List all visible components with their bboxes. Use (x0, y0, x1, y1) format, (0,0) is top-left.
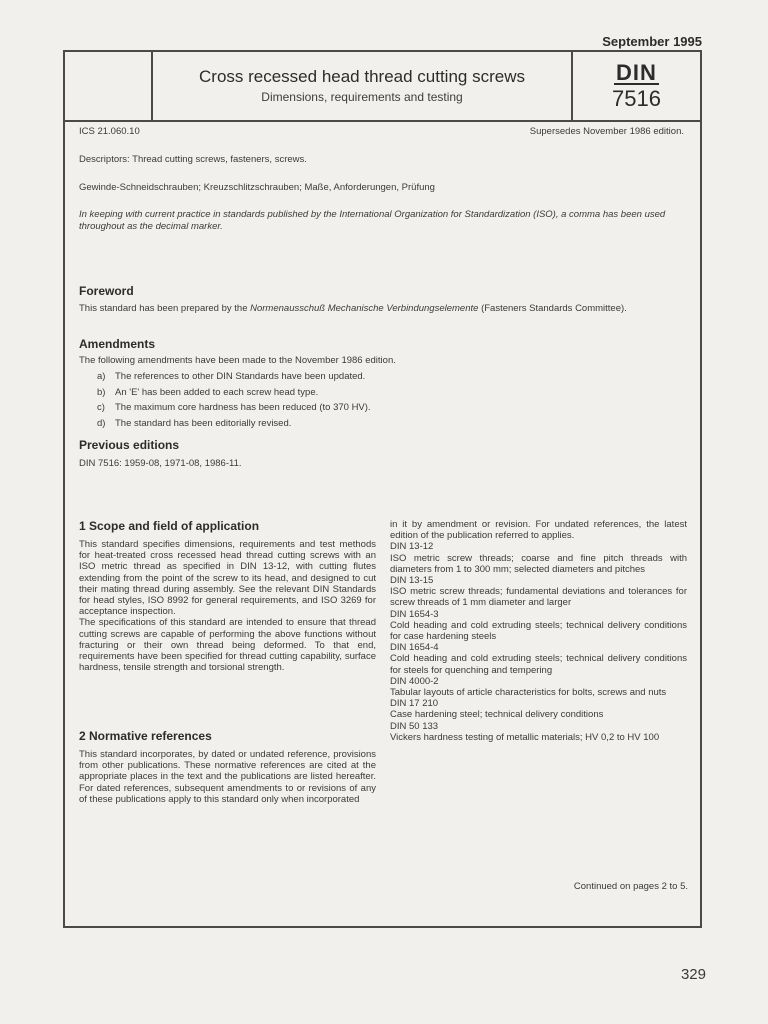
reference-entry: DIN 13-15 ISO metric screw threads; fundamental deviations and tolerances for screw threads of 1 mm diameter and larger (390, 575, 687, 609)
publication-date: September 1995 (602, 34, 702, 49)
previous-editions-heading: Previous editions (79, 438, 180, 452)
title-block (65, 52, 700, 122)
foreword-heading: Foreword (79, 284, 134, 298)
document-title: Cross recessed head thread cutting screws (199, 67, 525, 86)
reference-entry: DIN 1654-3 Cold heading and cold extruding steels; technical delivery conditions for case hardening steels (390, 608, 687, 643)
list-item: a) The references to other DIN Standards have been updated. (97, 371, 366, 382)
list-item: b) An 'E' has been added to each screw head type. (97, 386, 319, 398)
standard-number: 7516 (612, 86, 661, 111)
iso-decimal-note: In keeping with current practice in standards published by the International Organization for Standardization (ISO), a comma has been used throughout as the decimal marker. (79, 209, 666, 232)
amendments-list (97, 369, 371, 431)
title-block-center (153, 52, 573, 120)
amendments-heading: Amendments (79, 337, 156, 351)
continuation-note: Continued on pages 2 to 5. (573, 881, 688, 892)
amendments-intro: The following amendments have been made to the November 1986 edition. (79, 355, 396, 366)
section-1-heading: 1 Scope and field of application (79, 519, 260, 533)
section-2-heading: 2 Normative references (79, 729, 212, 743)
standard-id-cell (573, 52, 700, 120)
list-item: d) The standard has been editorially revised. (97, 417, 292, 429)
section-2-body: This standard incorporates, by dated or undated reference, provisions from other publications. These normative references are cited at the appropriate places in the text and the publications are listed hereafter. For dated references, subsequent amendments to or revisions of any of these publications apply to this standard only when incorporated (79, 749, 376, 805)
title-block-left-cell (65, 52, 153, 120)
previous-editions-text: DIN 7516: 1959-08, 1971-08, 1986-11. (79, 458, 242, 469)
normative-references-column (390, 519, 687, 743)
section-1-body (79, 539, 376, 673)
descriptors: Descriptors: Thread cutting screws, fasteners, screws. (79, 154, 307, 165)
reference-entry: DIN 1654-4 Cold heading and cold extruding steels; technical delivery conditions for steels for quenching and tempering (390, 642, 687, 676)
german-descriptors: Gewinde-Schneidschrauben; Kreuzschlitzschrauben; Maße, Anforderungen, Prüfung (79, 182, 435, 193)
reference-entry: DIN 50 133 Vickers hardness testing of metallic materials; HV 0,2 to HV 100 (390, 720, 660, 743)
section-1-paragraph-2: The specifications of this standard are intended to ensure that thread cutting screws are capable of performing the above functions without fracturing or their own thread being deformed. To that end, requirements have been specified for thread cutting capability, surface hardness, tensile strength and torsional strength. (79, 617, 376, 674)
section-1-paragraph-1: This standard specifies dimensions, requirements and test methods for heat-treated cross recessed head thread cutting screws with an ISO metric thread as specified in DIN 13-12, with cutting flutes extending from the point of the screw to its head, and designed to cut their mating thread during assembly. See the relevant DIN Standards for head styles, ISO 8992 for general requirements, and ISO 3269 for acceptance inspection. (79, 539, 376, 618)
document-subtitle: Dimensions, requirements and testing (261, 90, 463, 104)
section-2-continuation: in it by amendment or revision. For undated references, the latest edition of the publication referred to applies. (390, 519, 687, 542)
foreword-text: This standard has been prepared by the Normenausschuß Mechanische Verbindungselemente (Fasteners Standards Committee). (79, 303, 627, 314)
page-number: 329 (680, 966, 706, 983)
din-logo: DIN (616, 60, 657, 85)
supersedes-note: Supersedes November 1986 edition. (529, 126, 684, 137)
reference-entry: DIN 17 210 Case hardening steel; technical delivery conditions (390, 698, 604, 721)
list-item: c) The maximum core hardness has been reduced (to 370 HV). (97, 402, 371, 413)
reference-entry: DIN 4000-2 Tabular layouts of article characteristics for bolts, screws and nuts (390, 675, 667, 699)
reference-entry: DIN 13-12 ISO metric screw threads; coarse and fine pitch threads with diameters from 1 to 300 mm; selected diameters and pitches (390, 541, 687, 575)
ics-code: ICS 21.060.10 (79, 126, 140, 137)
